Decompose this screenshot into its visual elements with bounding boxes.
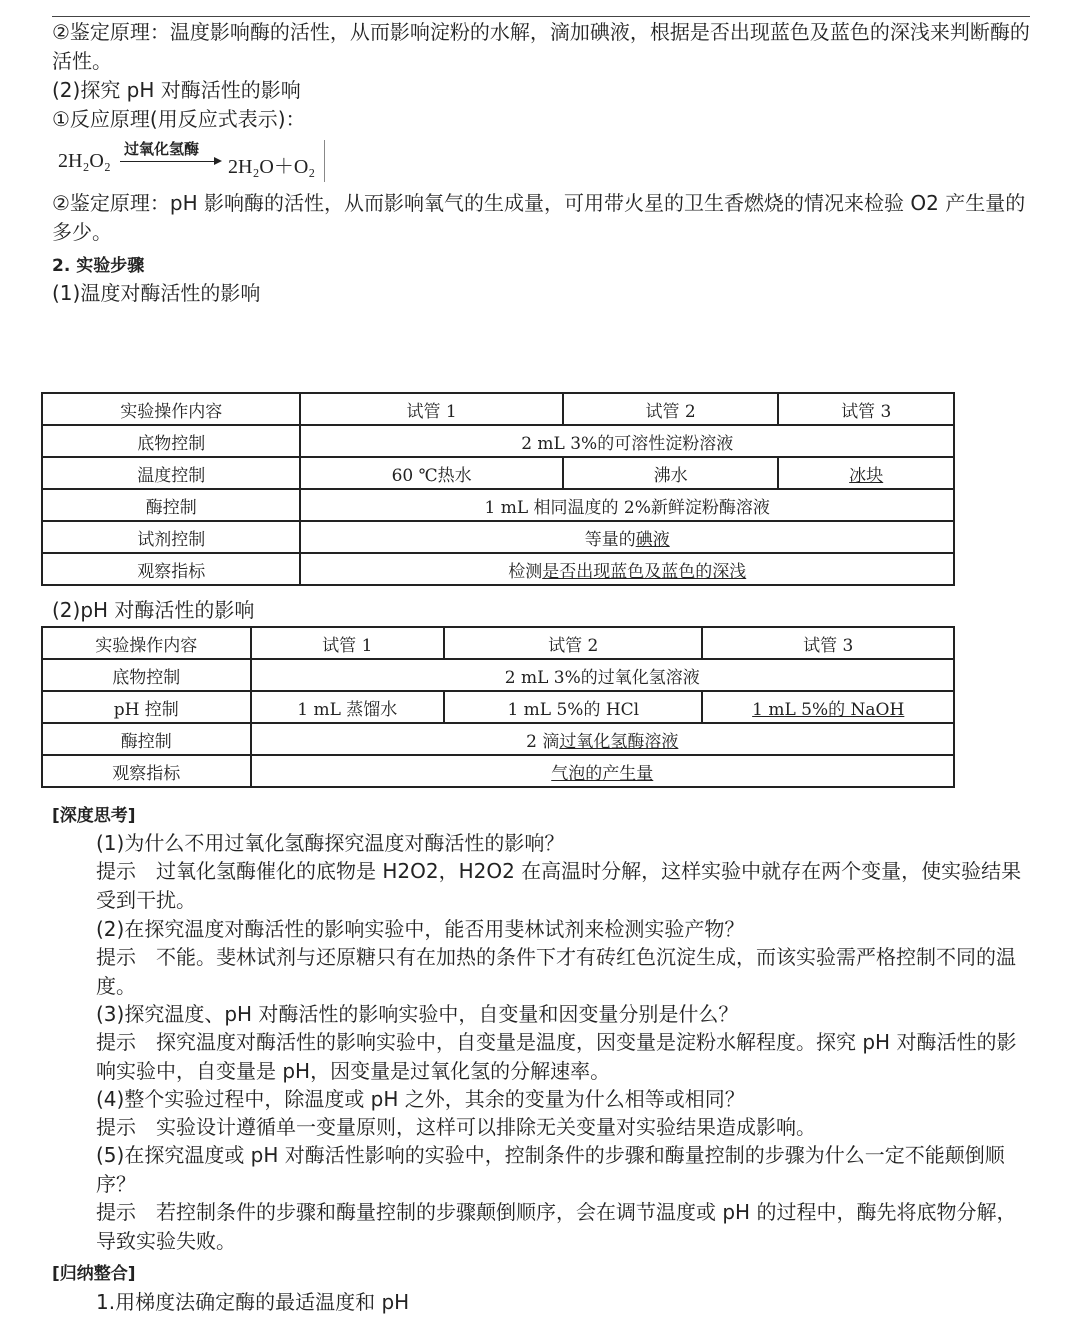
heading-steps: 2. 实验步骤 bbox=[52, 256, 145, 276]
table-row bbox=[42, 425, 954, 457]
cell-underlined-text: 过氧化氢酶溶液 bbox=[559, 731, 679, 752]
table-row bbox=[42, 457, 954, 489]
question-5: (5)在探究温度或 pH 对酶活性影响的实验中，控制条件的步骤和酶量控制的步骤为什么一定不能颠倒顺序？ bbox=[96, 1143, 1005, 1196]
answer-3: 提示 探究温度对酶活性的影响实验中，自变量是温度，因变量是淀粉水解程度。探究 pH 对酶活性的影响实验中，自变量是 pH，因变量是过氧化氢的分解速率。 bbox=[96, 1030, 1017, 1083]
principle-ph: ②鉴定原理：pH 影响酶的活性，从而影响氧气的生成量，可用带火星的卫生香燃烧的情况来检验 O2 产生量的多少。 bbox=[52, 191, 1026, 244]
question-1: (1)为什么不用过氧化氢酶探究温度对酶活性的影响？ bbox=[96, 831, 565, 855]
header-cell: 实验操作内容 bbox=[42, 627, 251, 659]
merged-cell bbox=[300, 553, 954, 585]
cell-underlined-text: 是否出现蓝色及蓝色的深浅 bbox=[542, 561, 747, 582]
equation-reactant: 2H₂O₂ bbox=[58, 150, 111, 172]
row-label: pH 控制 bbox=[42, 691, 251, 723]
equation-products: 2H₂O＋O₂ bbox=[228, 156, 316, 178]
answer-4: 提示 实验设计遵循单一变量原则，这样可以排除无关变量对实验结果造成影响。 bbox=[96, 1115, 816, 1139]
answer-1: 提示 过氧化氢酶催化的底物是 H2O2，H2O2 在高温时分解，这样实验中就存在两个变量，使实验结果受到干扰。 bbox=[96, 859, 1022, 912]
header-cell: 实验操作内容 bbox=[42, 393, 300, 425]
table-header-row bbox=[42, 393, 954, 425]
row-label: 酶控制 bbox=[42, 489, 300, 521]
merged-cell bbox=[300, 521, 954, 553]
heading-ph-effect: (2)探究 pH 对酶活性的影响 bbox=[52, 78, 301, 102]
row-label: 底物控制 bbox=[42, 659, 251, 691]
merged-cell: 2 mL 3%的过氧化氢溶液 bbox=[251, 659, 954, 691]
answer-2: 提示 不能。斐林试剂与还原糖只有在加热的条件下才有砖红色沉淀生成，而该实验需严格控制不同的温度。 bbox=[96, 945, 1016, 998]
principle-temperature: ②鉴定原理：温度影响酶的活性，从而影响淀粉的水解，滴加碘液，根据是否出现蓝色及蓝色的深浅来判断酶的活性。 bbox=[52, 20, 1030, 73]
question-2: (2)在探究温度对酶活性的影响实验中，能否用斐林试剂来检测实验产物？ bbox=[96, 917, 745, 941]
summary-item-1: 1.用梯度法确定酶的最适温度和 pH bbox=[96, 1290, 410, 1314]
cell-text: 等量的 bbox=[584, 529, 636, 550]
cell-text: 检测 bbox=[508, 561, 543, 582]
row-label: 观察指标 bbox=[42, 755, 251, 787]
header-cell: 试管 1 bbox=[251, 627, 445, 659]
table-cell: 冰块 bbox=[778, 457, 954, 489]
reaction-equation bbox=[56, 140, 325, 182]
table-row bbox=[42, 521, 954, 553]
merged-cell: 1 mL 相同温度的 2%新鲜淀粉酶溶液 bbox=[300, 489, 954, 521]
table-row bbox=[42, 755, 954, 787]
row-label: 酶控制 bbox=[42, 723, 251, 755]
table-row bbox=[42, 723, 954, 755]
row-label: 试剂控制 bbox=[42, 521, 300, 553]
row-label: 观察指标 bbox=[42, 553, 300, 585]
merged-cell bbox=[251, 723, 954, 755]
merged-cell: 2 mL 3%的可溶性淀粉溶液 bbox=[300, 425, 954, 457]
top-rule bbox=[52, 16, 1030, 17]
table-cell: 沸水 bbox=[563, 457, 779, 489]
temperature-table bbox=[41, 392, 955, 586]
deep-thinking-title: [深度思考] bbox=[52, 806, 136, 826]
reaction-arrow-icon bbox=[120, 161, 220, 162]
header-cell: 试管 3 bbox=[702, 627, 954, 659]
table-row bbox=[42, 489, 954, 521]
question-4: (4)整个实验过程中，除温度或 pH 之外，其余的变量为什么相等或相同？ bbox=[96, 1087, 745, 1111]
heading-ph-table: (2)pH 对酶活性的影响 bbox=[52, 598, 255, 622]
table-row bbox=[42, 691, 954, 723]
reaction-principle-label: ①反应原理(用反应式表示)： bbox=[52, 107, 306, 131]
row-label: 温度控制 bbox=[42, 457, 300, 489]
header-cell: 试管 2 bbox=[563, 393, 779, 425]
table-cell: 1 mL 蒸馏水 bbox=[251, 691, 445, 723]
header-cell: 试管 3 bbox=[778, 393, 954, 425]
equation-catalyst: 过氧化氢酶 bbox=[124, 140, 200, 158]
table-cell: 1 mL 5%的 NaOH bbox=[702, 691, 954, 723]
merged-cell: 气泡的产生量 bbox=[251, 755, 954, 787]
cell-text: 2 滴 bbox=[526, 731, 560, 752]
table-header-row bbox=[42, 627, 954, 659]
answer-5: 提示 若控制条件的步骤和酶量控制的步骤颠倒顺序，会在调节温度或 pH 的过程中，酶先将底物分解，导致实验失败。 bbox=[96, 1200, 1017, 1253]
heading-temperature-effect: (1)温度对酶活性的影响 bbox=[52, 281, 261, 305]
cell-underlined-text: 碘液 bbox=[635, 529, 670, 550]
ph-table bbox=[41, 626, 955, 788]
header-cell: 试管 1 bbox=[300, 393, 562, 425]
table-row bbox=[42, 659, 954, 691]
table-cell: 1 mL 5%的 HCl bbox=[444, 691, 702, 723]
table-cell: 60 ℃热水 bbox=[300, 457, 562, 489]
question-3: (3)探究温度、pH 对酶活性的影响实验中，自变量和因变量分别是什么？ bbox=[96, 1002, 739, 1026]
table-row bbox=[42, 553, 954, 585]
row-label: 底物控制 bbox=[42, 425, 300, 457]
summary-title: [归纳整合] bbox=[52, 1264, 136, 1284]
header-cell: 试管 2 bbox=[444, 627, 702, 659]
